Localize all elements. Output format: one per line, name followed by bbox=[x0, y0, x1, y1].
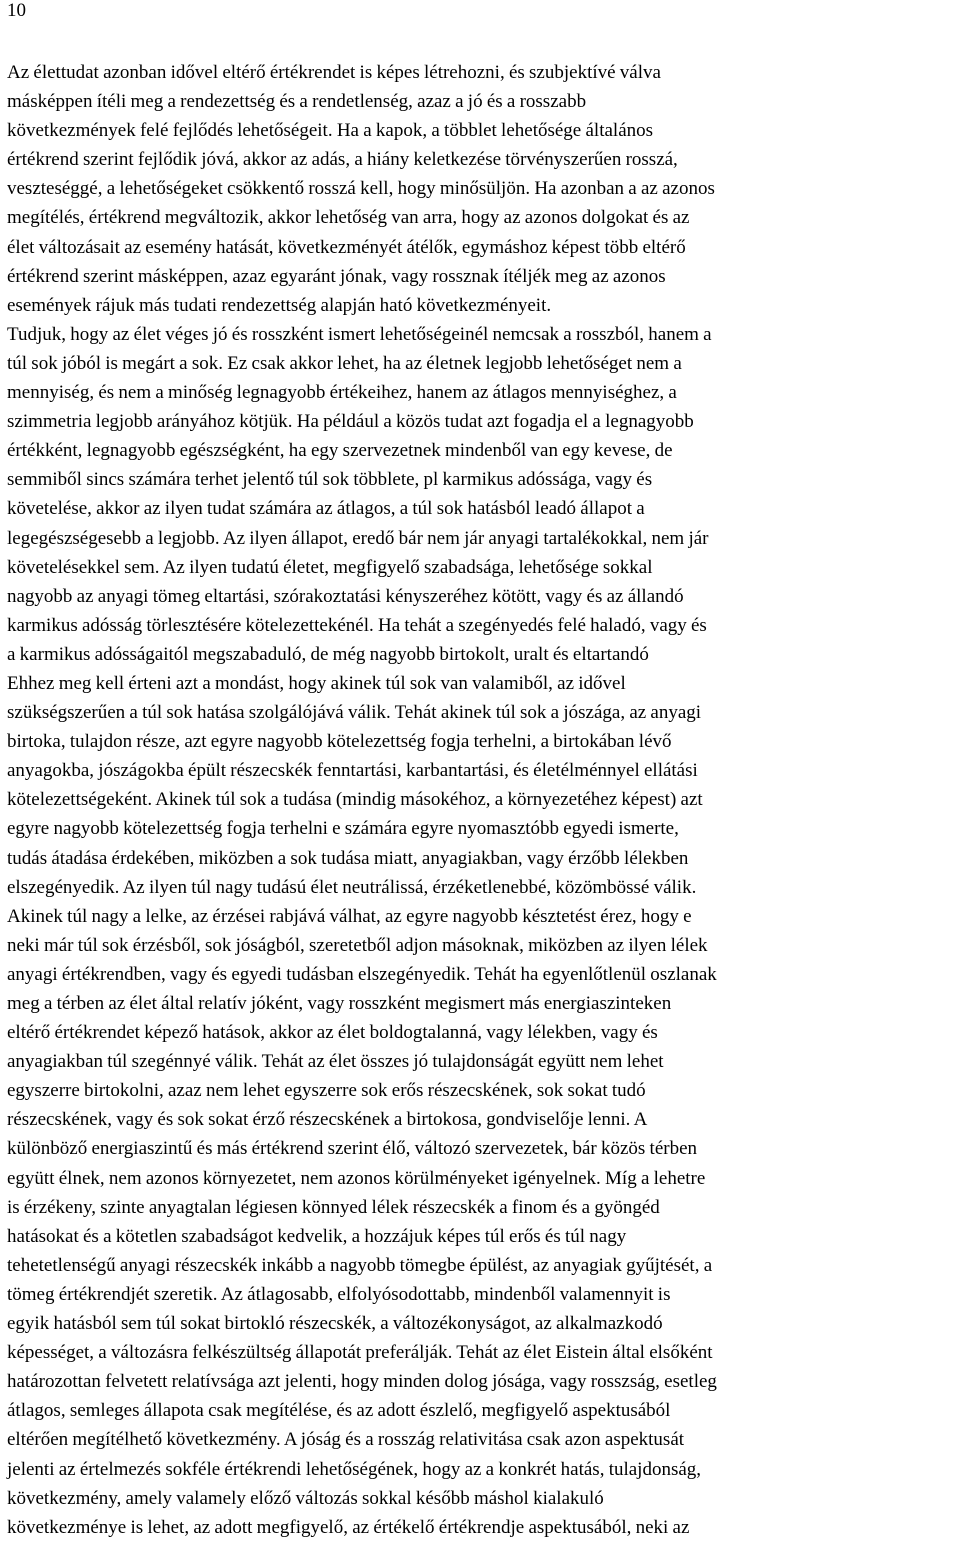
text-line: következménye is lehet, az adott megfigyelő, az értékelő értékrendje aspektusából, neki az bbox=[7, 1516, 690, 1538]
text-line: Ehhez meg kell érteni azt a mondást, hogy akinek túl sok van valamiből, az idővel bbox=[7, 672, 626, 694]
text-line: tehetetlenségű anyagi részecskék inkább a nagyobb tömegbe épülést, az anyagiak gyűjtését, a bbox=[7, 1254, 713, 1276]
text-line: követelésekkel sem. Az ilyen tudatú életet, megfigyelő szabadsága, lehetősége sokkal bbox=[7, 556, 653, 578]
text-line: élet változásait az esemény hatását, következményét átélők, egymáshoz képest több eltérő bbox=[7, 236, 686, 258]
text-line: Tudjuk, hogy az élet véges jó és rosszként ismert lehetőségeinél nemcsak a rosszból, hanem a bbox=[7, 323, 712, 345]
text-line: nagyobb az anyagi tömeg eltartási, szórakoztatási kényszeréhez kötött, vagy és az állandó bbox=[7, 585, 684, 607]
text-line: másképpen ítéli meg a rendezettség és a rendetlenség, azaz a jó és a rosszabb bbox=[7, 91, 587, 113]
text-line: értékrend szerint másképpen, azaz egyaránt jónak, vagy rossznak ítéljék meg az azonos bbox=[7, 265, 666, 287]
text-line: jelenti az értelmezés sokféle értékrendi lehetőségének, hogy az a konkrét hatás, tulajdonság, bbox=[7, 1458, 702, 1480]
text-line: egyszerre birtokolni, azaz nem lehet egyszerre sok erős részecskének, sok sokat tudó bbox=[7, 1080, 646, 1102]
text-line: együtt élnek, nem azonos környezetet, nem azonos körülményeket igényelnek. Míg a lehetre bbox=[7, 1167, 706, 1189]
text-line: anyagi értékrendben, vagy és egyedi tudásban elszegényedik. Tehát ha egyenlőtlenül oszlanak bbox=[7, 963, 717, 985]
document-body bbox=[7, 58, 957, 1542]
text-line: eltérő értékrendet képező hatások, akkor az élet boldogtalanná, vagy lélekben, vagy és bbox=[7, 1022, 658, 1044]
text-line: tudás átadása érdekében, miközben a sok tudása miatt, anyagiakban, vagy érzőbb lélekben bbox=[7, 847, 689, 869]
paragraph bbox=[7, 58, 957, 320]
text-line: anyagiakban túl szegénnyé válik. Tehát az élet összes jó tulajdonságát együtt nem lehet bbox=[7, 1051, 664, 1073]
text-line: szükségszerűen a túl sok hatása szolgálójává válik. Tehát akinek túl sok a jószága, az anyagi bbox=[7, 702, 702, 724]
text-line: elszegényedik. Az ilyen túl nagy tudású élet neutrálissá, érzéketlenebbé, közömbössé válik. bbox=[7, 876, 697, 898]
text-line: következmény, amely valamely előző változás sokkal később máshol kialakuló bbox=[7, 1487, 604, 1509]
text-line: birtoka, tulajdon része, azt egyre nagyobb kötelezettség fogja terhelni, a birtokában lévő bbox=[7, 731, 672, 753]
text-line: képességet, a változásra felkészültség állapotát preferálják. Tehát az élet Eistein által elsőként bbox=[7, 1342, 713, 1364]
text-line: veszteséggé, a lehetőségeket csökkentő rosszá kell, hogy minősüljön. Ha azonban a az azonos bbox=[7, 178, 715, 200]
text-line: értékrend szerint fejlődik jóvá, akkor az adás, a hiány keletkezése törvényszerűen rosszá, bbox=[7, 149, 678, 171]
text-line: Az élettudat azonban idővel eltérő értékrendet is képes létrehozni, és szubjektívé válva bbox=[7, 62, 661, 83]
text-line: határozottan felvetett relatívsága azt jelenti, hogy minden dolog jósága, vagy rosszság, esetleg bbox=[7, 1371, 717, 1393]
page-number: 10 bbox=[7, 0, 26, 21]
text-line: követelése, akkor az ilyen tudat számára az átlagos, a túl sok hatásból leadó állapot a bbox=[7, 498, 645, 520]
text-line: következmények felé fejlődés lehetőségeit. Ha a kapok, a többlet lehetősége általános bbox=[7, 120, 654, 142]
text-line: szimmetria legjobb arányához kötjük. Ha például a közös tudat azt fogadja el a legnagyobb bbox=[7, 411, 694, 433]
text-line: meg a térben az élet által relatív jóként, vagy rosszként megismert más energiaszinteken bbox=[7, 993, 672, 1014]
text-line: eltérően megítélhető következmény. A jóság és a rosszág relativitása csak azon aspektusát bbox=[7, 1429, 685, 1451]
text-line: átlagos, semleges állapota csak megítélése, és az adott észlelő, megfigyelő aspektusából bbox=[7, 1400, 671, 1422]
text-line: túl sok jóból is megárt a sok. Ez csak akkor lehet, ha az életnek legjobb lehetőséget nem a bbox=[7, 352, 682, 374]
text-line: tömeg értékrendjét szeretik. Az átlagosabb, elfolyósodottabb, mindenből valamennyit is bbox=[7, 1283, 671, 1305]
text-line: is érzékeny, szinte anyagtalan légiesen könnyed lélek részecskék a finom és a gyöngéd bbox=[7, 1196, 660, 1218]
text-line: különböző energiaszintű és más értékrend szerint élő, változó szervezetek, bár közös térben bbox=[7, 1138, 698, 1160]
text-line: egyik hatásból sem túl sokat birtokló részecskék, a változékonyságot, az alkalmazkodó bbox=[7, 1313, 663, 1335]
text-line: kötelezettségeként. Akinek túl sok a tudása (mindig másokéhoz, a környezetéhez képest) azt bbox=[7, 789, 703, 811]
text-line: legegészségesebb a legjobb. Az ilyen állapot, eredő bár nem jár anyagi tartalékokkal, nem jár bbox=[7, 527, 709, 549]
text-line: a karmikus adósságaitól megszabaduló, de még nagyobb birtokolt, uralt és eltartandó bbox=[7, 643, 649, 665]
text-line: részecskének, vagy és sok sokat érző részecskének a birtokosa, gondviselője lenni. A bbox=[7, 1109, 648, 1131]
text-line: Akinek túl nagy a lelke, az érzései rabjává válhat, az egyre nagyobb késztetést érez, hogy e bbox=[7, 905, 692, 927]
text-line: megítélés, értékrend megváltozik, akkor lehetőség van arra, hogy az azonos dolgokat és az bbox=[7, 207, 690, 229]
text-line: anyagokba, jószágokba épült részecskék fenntartási, karbantartási, és életélménnyel ellátási bbox=[7, 760, 698, 782]
text-line: karmikus adósság törlesztésére kötelezettekénél. Ha tehát a szegényedés felé haladó, vagy és bbox=[7, 614, 707, 636]
text-line: események rájuk más tudati rendezettség alapján ható következményeit. bbox=[7, 294, 552, 316]
text-line: neki már túl sok érzésből, sok jóságból, szeretetből adjon másoknak, miközben az ilyen lélek bbox=[7, 934, 708, 956]
text-line: értékként, legnagyobb egészségként, ha egy szervezetnek mindenből van egy kevese, de bbox=[7, 440, 673, 462]
text-line: egyre nagyobb kötelezettség fogja terhelni e számára egyre nyomasztóbb egyedi ismerte, bbox=[7, 818, 679, 840]
paragraph bbox=[7, 320, 957, 1542]
text-line: semmiből sincs számára terhet jelentő túl sok többlete, pl karmikus adóssága, vagy és bbox=[7, 469, 653, 491]
text-line: hatásokat és a kötetlen szabadságot kedvelik, a hozzájuk képes túl erős és túl nagy bbox=[7, 1225, 627, 1247]
text-line: mennyiség, és nem a minőség legnagyobb értékeihez, hanem az átlagos mennyiséghez, a bbox=[7, 382, 677, 404]
